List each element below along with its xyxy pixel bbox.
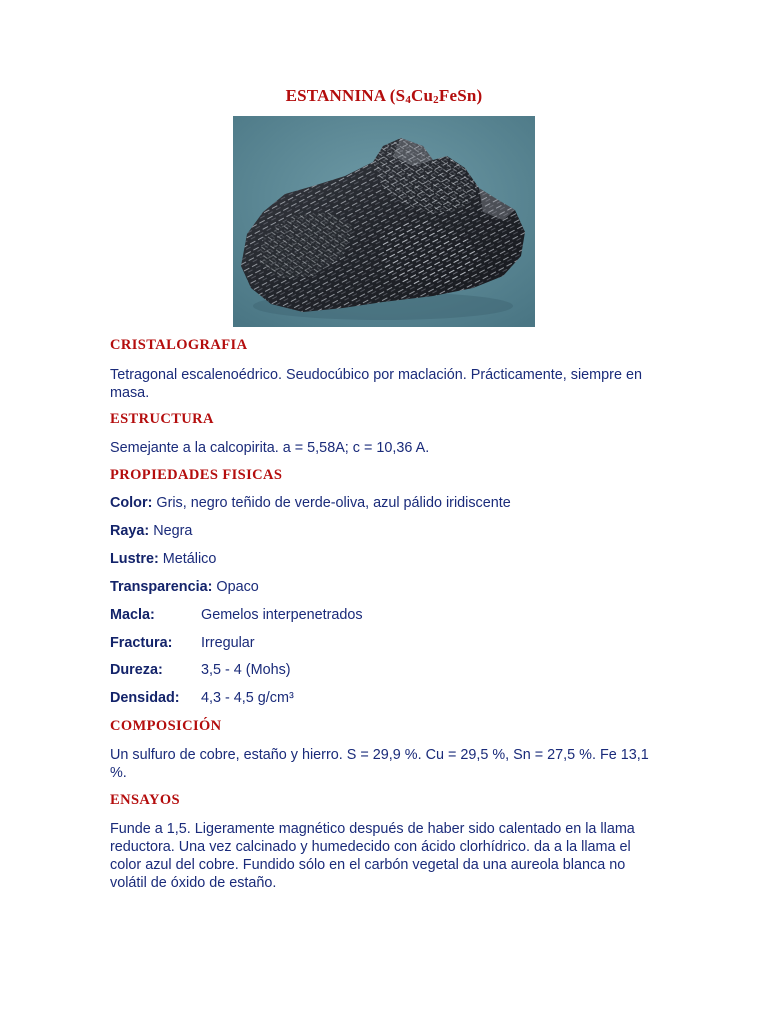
property-value: Gris, negro teñido de verde-oliva, azul pálido iridiscente: [156, 495, 511, 511]
property-value: Negra: [153, 523, 193, 539]
property-transparencia: [110, 579, 259, 595]
mineral-photo: [233, 116, 535, 327]
heading-estructura: ESTRUCTURA: [110, 411, 214, 427]
property-value: Irregular: [201, 635, 255, 651]
heading-cristalografia: CRISTALOGRAFIA: [110, 337, 248, 353]
property-value: 3,5 - 4 (Mohs): [201, 662, 291, 678]
property-lustre: [110, 551, 216, 567]
property-label: Lustre:: [110, 551, 159, 567]
property-label: Transparencia:: [110, 579, 213, 595]
property-macla: [110, 607, 363, 623]
ensayos-text: Funde a 1,5. Ligeramente magnético después de haber sido calentado en la llama reductora. Una vez calcinado y humedecido con ácido clorhídrico. da a la llama el color azul del cobre. Fundido sólo en el carbón vegetal da una aureola blanca no volátil de óxido de estaño.: [110, 821, 635, 891]
property-fractura: [110, 635, 255, 651]
heading-composicion: COMPOSICIÓN: [110, 718, 222, 734]
property-label: Densidad:: [110, 690, 180, 706]
composicion-text: Un sulfuro de cobre, estaño y hierro. S = 29,9 %. Cu = 29,5 %, Sn = 27,5 %. Fe 13,1 %.: [110, 747, 649, 781]
page-title: [0, 86, 768, 106]
property-dureza: [110, 662, 291, 678]
property-label: Dureza:: [110, 662, 163, 678]
property-value: Gemelos interpenetrados: [201, 607, 363, 623]
property-value: Opaco: [216, 579, 259, 595]
property-value: 4,3 - 4,5 g/cm³: [201, 690, 294, 706]
property-label: Fractura:: [110, 635, 173, 651]
property-densidad: [110, 690, 294, 706]
heading-ensayos: ENSAYOS: [110, 792, 180, 808]
property-label: Macla:: [110, 607, 155, 623]
property-raya: [110, 523, 192, 539]
title-name: ESTANNINA: [285, 86, 386, 105]
property-color: [110, 495, 511, 511]
estructura-text: Semejante a la calcopirita. a = 5,58A; c = 10,36 A.: [110, 440, 430, 456]
property-label: Color:: [110, 495, 153, 511]
property-value: Metálico: [162, 551, 217, 567]
title-formula: $(S_4Cu_2FeSn)$: [389, 86, 483, 106]
cristalografia-text: Tetragonal escalenoédrico. Seudocúbico por maclación. Prácticamente, siempre en masa.: [110, 367, 642, 401]
property-label: Raya:: [110, 523, 150, 539]
heading-propiedades-fisicas: PROPIEDADES FISICAS: [110, 467, 283, 483]
